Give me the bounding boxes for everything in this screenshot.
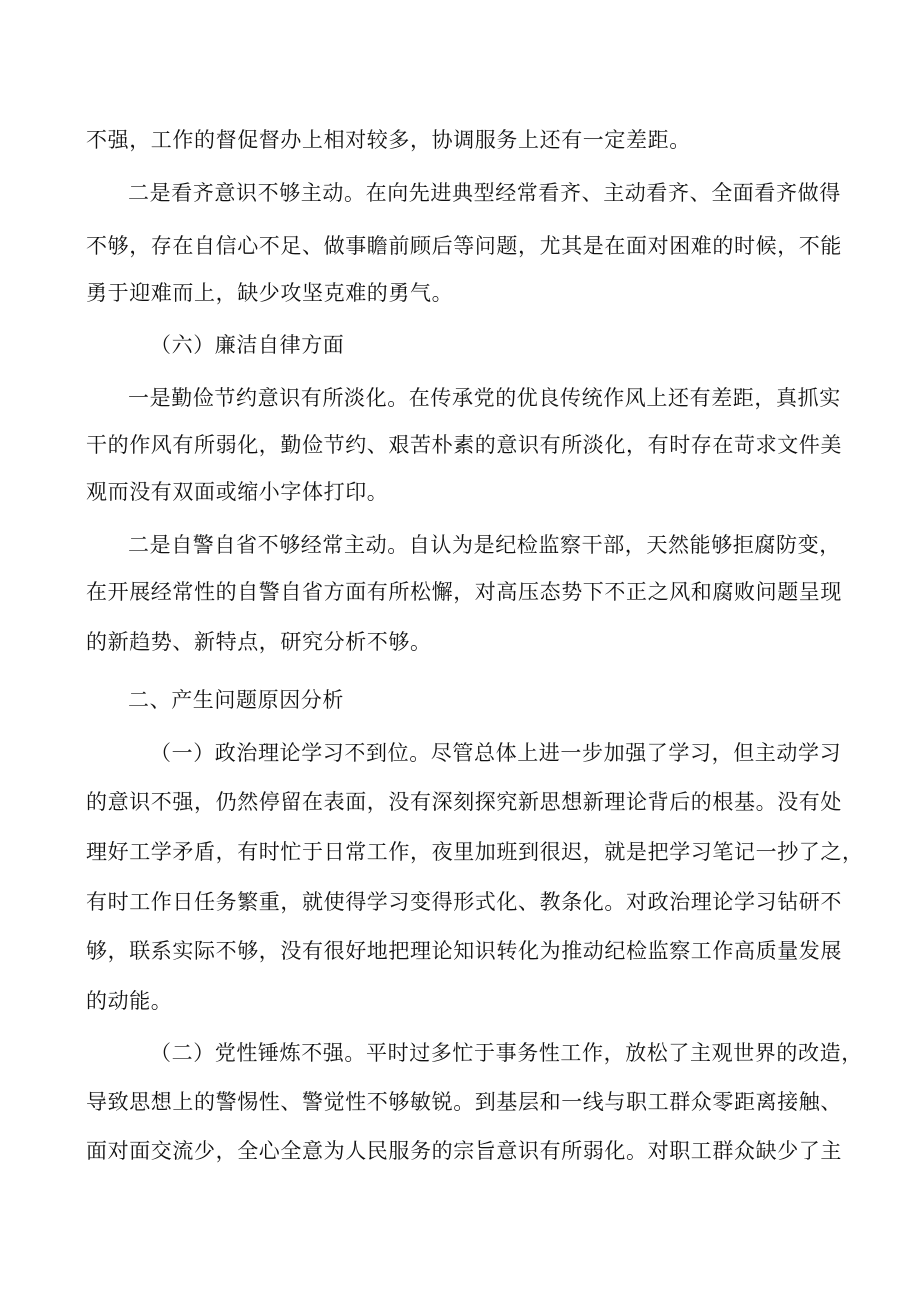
paragraph-line-7: 干的作风有所弱化，勤俭节约、艰苦朴素的意识有所淡化，有时存在苛求文件美: [86, 433, 842, 457]
paragraph-line-1: 不强，工作的督促督办上相对较多，协调服务上还有一定差距。: [86, 128, 691, 152]
paragraph-line-14: 的意识不强，仍然停留在表面，没有深刻探究新思想新理论背后的根基。没有处: [86, 790, 842, 814]
paragraph-line-2: 二是看齐意识不够主动。在向先进典型经常看齐、主动看齐、全面看齐做得: [128, 181, 841, 205]
section-heading-integrity: （六）廉洁自律方面: [150, 333, 345, 357]
section-heading-cause-analysis: 二、产生问题原因分析: [128, 688, 344, 712]
paragraph-line-10: 在开展经常性的自警自省方面有所松懈，对高压态势下不正之风和腐败问题呈现: [86, 580, 842, 604]
paragraph-line-19: （二）党性锤炼不强。平时过多忙于事务性工作，放松了主观世界的改造，: [150, 1041, 863, 1065]
paragraph-line-20: 导致思想上的警惕性、警觉性不够敏锐。到基层和一线与职工群众零距离接触、: [86, 1090, 842, 1114]
paragraph-line-6: 一是勤俭节约意识有所淡化。在传承党的优良传统作风上还有差距，真抓实: [128, 386, 841, 410]
paragraph-line-11: 的新趋势、新特点，研究分析不够。: [86, 630, 432, 654]
paragraph-line-4: 勇于迎难而上，缺少攻坚克难的勇气。: [86, 281, 454, 305]
paragraph-line-9: 二是自警自省不够经常主动。自认为是纪检监察干部，天然能够拒腐防变，: [128, 533, 841, 557]
paragraph-line-18: 的动能。: [86, 989, 173, 1013]
paragraph-line-8: 观而没有双面或缩小字体打印。: [86, 480, 389, 504]
paragraph-line-13: （一）政治理论学习不到位。尽管总体上进一步加强了学习，但主动学习: [150, 741, 842, 765]
paragraph-line-21: 面对面交流少，全心全意为人民服务的宗旨意识有所弱化。对职工群众缺少了主: [86, 1139, 842, 1163]
paragraph-line-3: 不够，存在自信心不足、做事瞻前顾后等问题，尤其是在面对困难的时候，不能: [86, 234, 842, 258]
paragraph-line-15: 理好工学矛盾，有时忙于日常工作，夜里加班到很迟，就是把学习笔记一抄了之，: [86, 840, 864, 864]
paragraph-line-16: 有时工作日任务繁重，就使得学习变得形式化、教条化。对政治理论学习钻研不: [86, 890, 842, 914]
paragraph-line-17: 够，联系实际不够，没有很好地把理论知识转化为推动纪检监察工作高质量发展: [86, 939, 842, 963]
